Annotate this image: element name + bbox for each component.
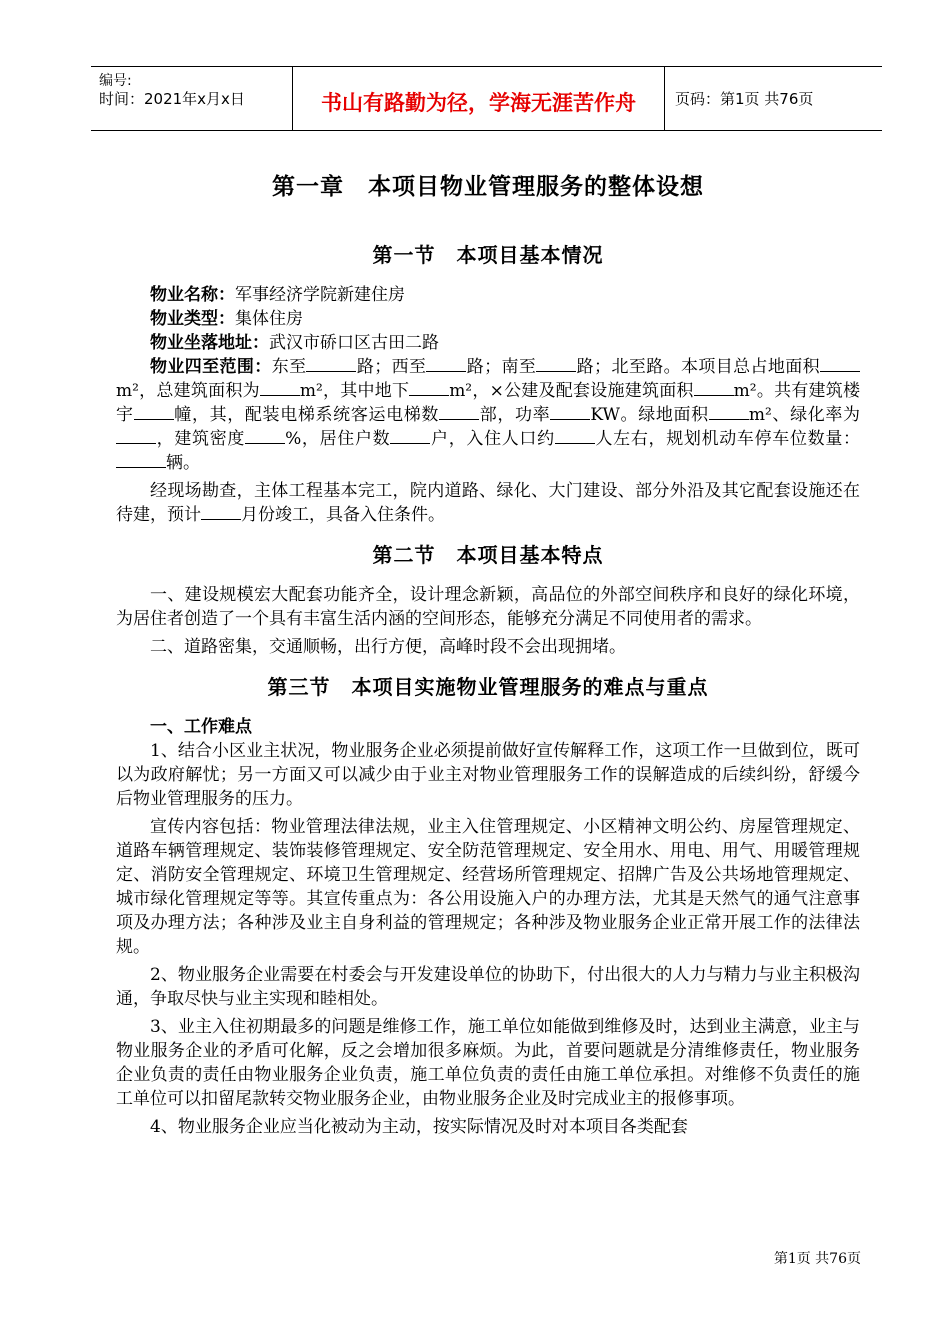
scope-text: 路；西至 (356, 357, 427, 377)
footer-page-number: 第1页 共76页 (773, 1251, 861, 1267)
survey-text: 经现场勘查，主体工程基本完工，院内道路、绿化、大门建设、部分外沿及其它配套设施还在待建，预计 (116, 481, 860, 525)
scope-text: %，居住户数 (285, 429, 391, 449)
property-location-line (116, 331, 860, 355)
blank-field (694, 379, 734, 396)
scope-text: m²，其中地下 (299, 381, 410, 401)
blank-field (555, 427, 595, 444)
header-motto-cell (293, 67, 665, 130)
chapter-title: 第一章 本项目物业管理服务的整体设想 (272, 173, 704, 200)
document-time-label: 时间：2021年x月x日 (99, 90, 245, 108)
blank-field (709, 403, 749, 420)
property-type-line (116, 307, 860, 331)
scope-text: 辆。 (166, 453, 200, 473)
section-1-title: 第一节 本项目基本情况 (372, 243, 604, 267)
blank-field (390, 427, 430, 444)
header-page-number: 页码：第1页 共76页 (675, 90, 814, 108)
header-info-cell (91, 67, 293, 130)
blank-field (245, 427, 285, 444)
scope-text: 路；南至 (466, 357, 537, 377)
blank-field (409, 379, 449, 396)
scope-text: 东至 (271, 357, 307, 377)
property-location-value: 武汉市硚口区古田二路 (269, 333, 439, 353)
property-type-label: 物业类型： (150, 309, 235, 329)
section-3-title: 第三节 本项目实施物业管理服务的难点与重点 (267, 675, 709, 699)
blank-field (306, 355, 356, 372)
blank-field (116, 427, 156, 444)
property-scope-label: 物业四至范围： (150, 357, 272, 377)
scope-text: 路；北至路。本项目总占地面积 (576, 357, 821, 377)
paragraph: 宣传内容包括：物业管理法律法规，业主入住管理规定、小区精神文明公约、房屋管理规定、道路车辆管理规定、装饰装修管理规定、安全防范管理规定、安全用水、用电、用气、用暖管理规定、消防安全管理规定、环境卫生管理规定、经营场所管理规定、招牌广告及公共场地管理规定、城市绿化管理规定等等。其宣传重点为：各公用设施入户的办理方法，尤其是天然气的通气注意事项及办理方法；各种涉及业主自身利益的管理规定；各种涉及物业服务企业正常开展工作的法律法规。 (116, 817, 860, 957)
section-2-title: 第二节 本项目基本特点 (372, 543, 604, 567)
blank-field (820, 355, 860, 372)
paragraph: 1、结合小区业主状况，物业服务企业必须提前做好宣传解释工作，这项工作一旦做到位，既可以为政府解忧；另一方面又可以减少由于业主对物业管理服务工作的误解造成的后续纠纷，舒缓今后物业管理服务的压力。 (116, 741, 860, 809)
paragraph: 4、物业服务企业应当化被动为主动，按实际情况及时对本项目各类配套 (150, 1117, 688, 1137)
property-type-value: 集体住房 (235, 309, 303, 329)
property-name-line (116, 283, 860, 307)
blank-field (116, 451, 166, 468)
paragraph: 二、道路密集，交通顺畅，出行方便，高峰时段不会出现拥堵。 (150, 637, 626, 657)
blank-field (439, 403, 479, 420)
subsection-title: 一、工作难点 (150, 717, 252, 737)
scope-text: m²，总建筑面积为 (116, 381, 260, 401)
scope-text: 幢，其，配装电梯系统客运电梯数 (173, 405, 440, 425)
property-name-value: 军事经济学院新建住房 (235, 285, 405, 305)
property-location-label: 物业坐落地址： (150, 333, 269, 353)
scope-text: 部，功率 (479, 405, 551, 425)
property-name-label: 物业名称： (150, 285, 235, 305)
document-number-label: 编号: (99, 73, 132, 89)
scope-text: m²、绿化率为 (748, 405, 861, 425)
blank-field (550, 403, 590, 420)
paragraph: 3、业主入住初期最多的问题是维修工作，施工单位如能做到维修及时，达到业主满意，业主与物业服务企业的矛盾可化解，反之会增加很多麻烦。为此，首要问题就是分清维修责任，物业服务企业负责的责任由物业服务企业负责，施工单位负责的责任由施工单位承担。对维修不负责任的施工单位可以扣留尾款转交物业服务企业，由物业服务企业及时完成业主的报修事项。 (116, 1017, 860, 1109)
paragraph: 一、建设规模宏大配套功能齐全，设计理念新颖，高品位的外部空间秩序和良好的绿化环境，为居住者创造了一个具有丰富生活内涵的空间形态，能够充分满足不同使用者的需求。 (116, 585, 860, 629)
document-body (116, 168, 860, 1139)
blank-field (201, 503, 241, 520)
blank-field (536, 355, 576, 372)
header-motto: 书山有路勤为径，学海无涯苦作舟 (321, 91, 636, 115)
blank-field (134, 403, 174, 420)
survey-paragraph (116, 475, 860, 527)
blank-field (260, 379, 300, 396)
scope-text: 户，入住人口约 (430, 429, 555, 449)
scope-text: 人左右，规划机动车停车位数量： (594, 429, 861, 449)
blank-field (426, 355, 466, 372)
scope-text: ，建筑密度 (156, 429, 246, 449)
page-header (91, 66, 882, 131)
header-page-cell (665, 67, 881, 130)
survey-text-tail: 月份竣工，具备入住条件。 (241, 505, 445, 525)
scope-text: KW。绿地面积 (590, 405, 709, 425)
scope-text: m²。共有建筑楼宇 (116, 381, 861, 425)
paragraph: 2、物业服务企业需要在村委会与开发建设单位的协助下，付出很大的人力与精力与业主积极沟通，争取尽快与业主实现和睦相处。 (116, 965, 860, 1009)
scope-text: m²，×公建及配套设施建筑面积 (449, 381, 694, 401)
property-scope-paragraph (116, 355, 860, 475)
